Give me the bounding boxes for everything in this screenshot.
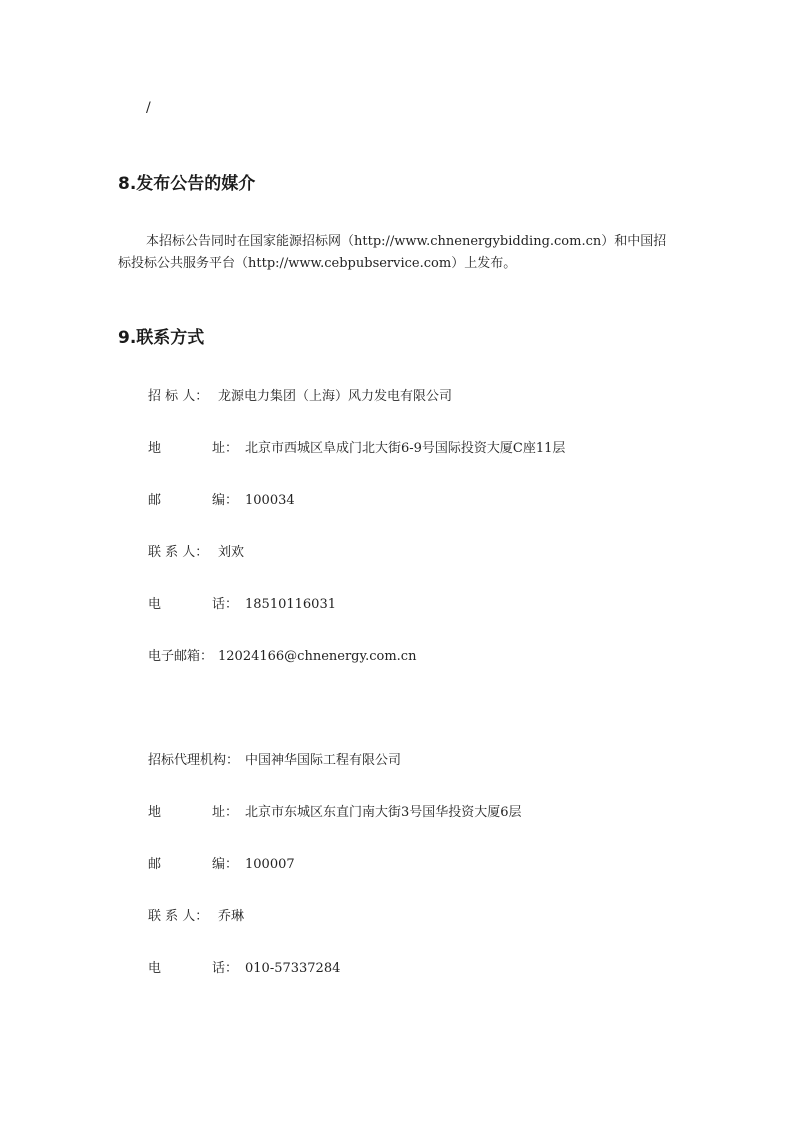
tenderer-contact-value: 刘欢 — [218, 545, 245, 560]
tenderer-address-value: 北京市西城区阜成门北大街6-9号国际投资大厦C座11层 — [245, 441, 566, 456]
tenderer-phone-row — [148, 595, 336, 615]
agency-phone-label-a: 电 — [148, 961, 162, 976]
section-8-paragraph-line-2: 标投标公共服务平台（http://www.cebpubservice.com）上发布。 — [118, 256, 517, 271]
section-8-paragraph-line-1: 本招标公告同时在国家能源招标网（http://www.chnenergybidding.com.cn）和中国招 — [146, 234, 667, 249]
tenderer-address-label — [148, 439, 238, 459]
tenderer-phone-label-a: 电 — [148, 597, 162, 612]
tenderer-name-value: 龙源电力集团（上海）风力发电有限公司 — [218, 389, 453, 404]
agency-address-value: 北京市东城区东直门南大街3号国华投资大厦6层 — [245, 805, 522, 820]
tenderer-email-value: 12024166@chnenergy.com.cn — [218, 649, 417, 664]
agency-address-label-b: 址： — [211, 805, 238, 820]
agency-contact-row — [148, 907, 244, 927]
agency-name-value: 中国神华国际工程有限公司 — [245, 753, 402, 768]
tenderer-email-label: 电子邮箱： — [148, 649, 214, 664]
tenderer-name-row — [148, 387, 452, 407]
tenderer-contact-label: 联 系 人： — [148, 545, 209, 560]
tenderer-postcode-label-a: 邮 — [148, 493, 162, 508]
agency-name-label: 招标代理机构： — [148, 753, 240, 768]
agency-contact-label: 联 系 人： — [148, 909, 209, 924]
tenderer-name-label: 招 标 人： — [148, 389, 209, 404]
agency-address-label — [148, 803, 238, 823]
agency-phone-label — [148, 959, 238, 979]
agency-address-label-a: 地 — [148, 805, 162, 820]
agency-postcode-row — [148, 855, 295, 875]
agency-address-row — [148, 803, 522, 823]
section-9-heading: 9.联系方式 — [118, 328, 205, 348]
tenderer-address-label-b: 址： — [211, 441, 238, 456]
tenderer-contact-row — [148, 543, 244, 563]
tenderer-address-label-a: 地 — [148, 441, 162, 456]
tenderer-postcode-row — [148, 491, 295, 511]
agency-postcode-label — [148, 855, 238, 875]
tenderer-postcode-label-b: 编： — [211, 493, 238, 508]
tenderer-postcode-value: 100034 — [245, 493, 295, 508]
agency-name-row — [148, 751, 401, 771]
tenderer-email-row — [148, 647, 416, 667]
agency-contact-value: 乔琳 — [218, 909, 245, 924]
tenderer-phone-label — [148, 595, 238, 615]
agency-phone-row — [148, 959, 340, 979]
tenderer-phone-value: 18510116031 — [245, 597, 336, 612]
top-fragment: / — [146, 100, 151, 116]
tenderer-postcode-label — [148, 491, 238, 511]
agency-postcode-label-a: 邮 — [148, 857, 162, 872]
tenderer-address-row — [148, 439, 565, 459]
agency-postcode-label-b: 编： — [211, 857, 238, 872]
agency-phone-label-b: 话： — [211, 961, 238, 976]
agency-postcode-value: 100007 — [245, 857, 295, 872]
agency-phone-value: 010-57337284 — [245, 961, 341, 976]
section-8-heading: 8.发布公告的媒介 — [118, 174, 256, 194]
tenderer-phone-label-b: 话： — [211, 597, 238, 612]
